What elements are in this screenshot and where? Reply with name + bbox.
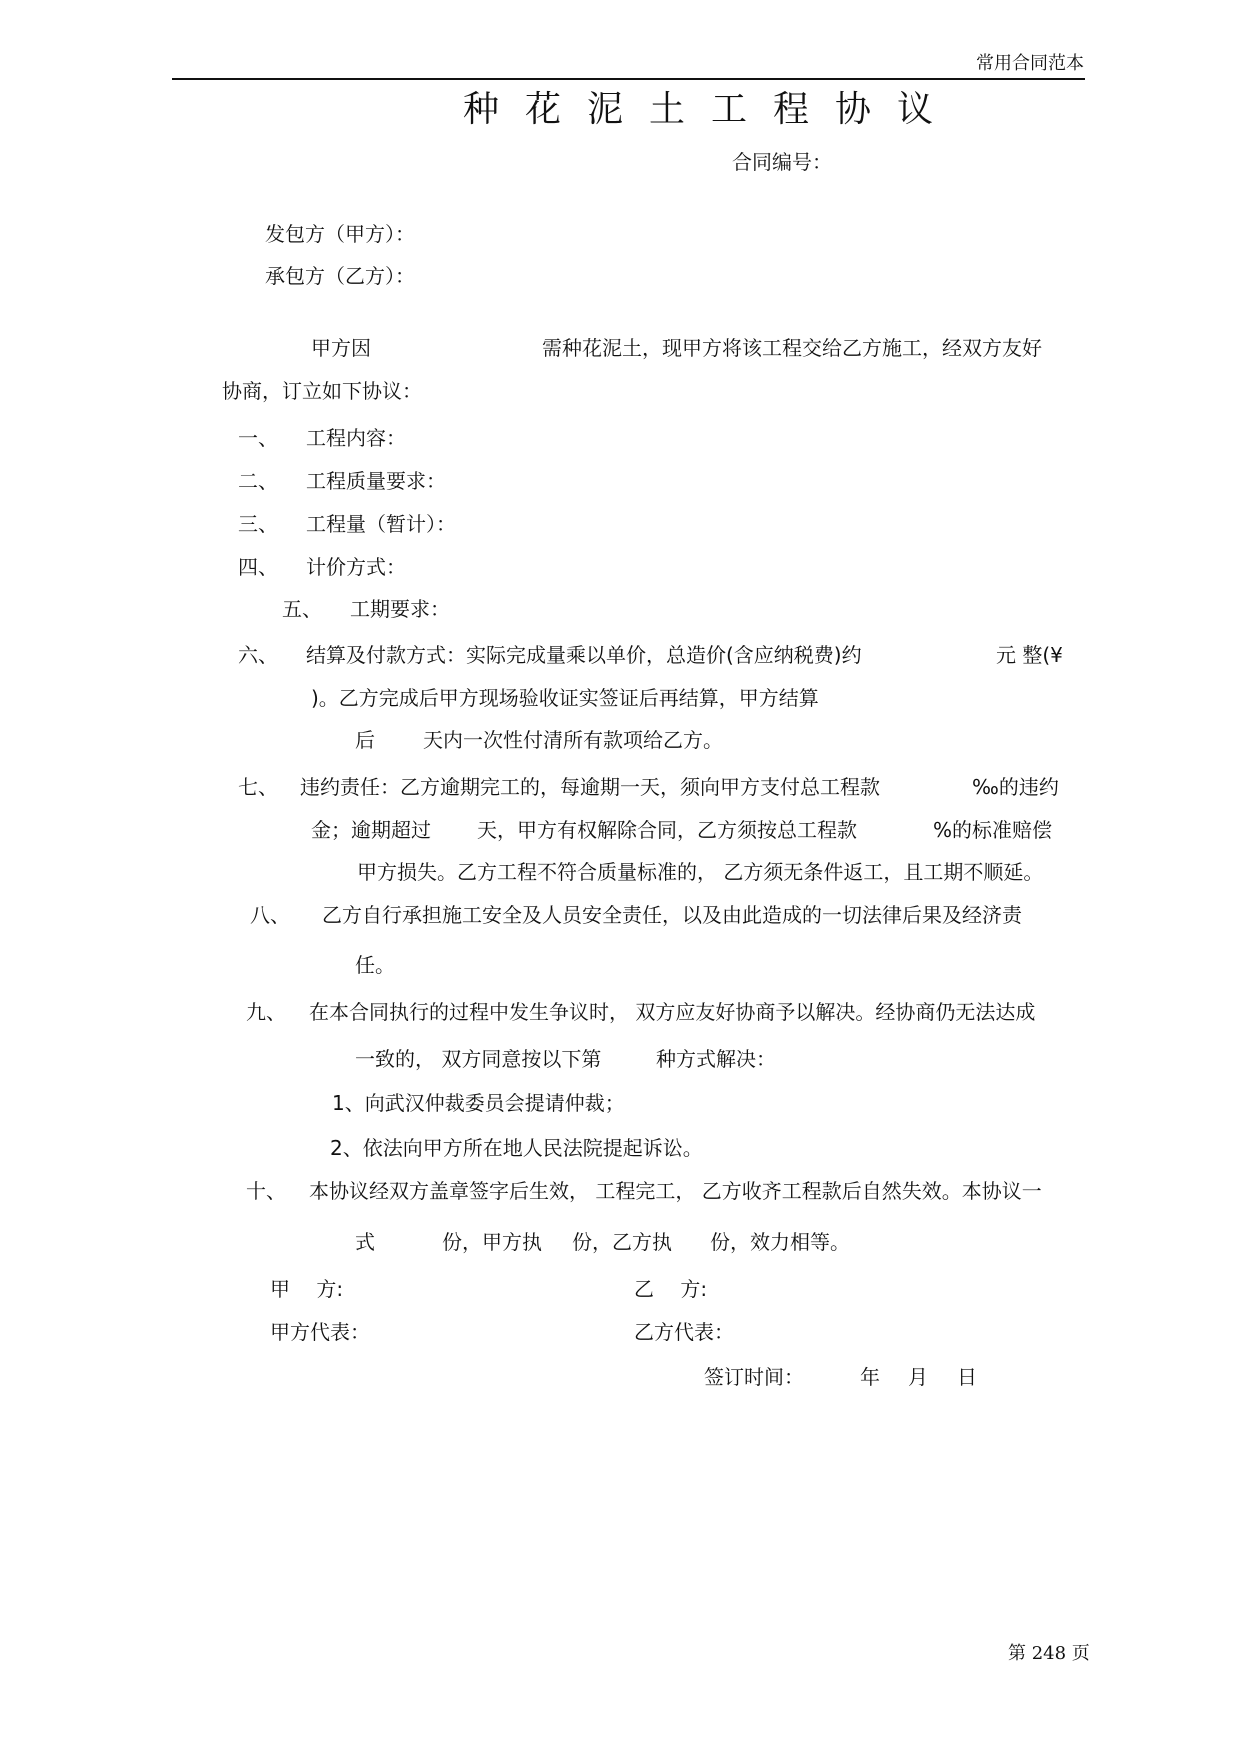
clause-7-line2-a: 金；逾期超过 xyxy=(311,818,431,842)
clause-3-text: 工程量（暂计）： xyxy=(306,512,456,536)
clause-9-option-1: 1、向武汉仲裁委员会提请仲裁； xyxy=(332,1091,625,1115)
clause-6-number: 六、 xyxy=(238,643,278,667)
contract-number-label: 合同编号： xyxy=(732,150,832,174)
clause-9-line2-b: 种方式解决： xyxy=(656,1047,776,1071)
clause-7-number: 七、 xyxy=(238,775,278,799)
signature-party-b: 乙 方: xyxy=(634,1277,708,1301)
signing-date-day: 日 xyxy=(957,1365,977,1389)
clause-3-number: 三、 xyxy=(238,512,278,536)
clause-8-number: 八、 xyxy=(250,903,290,927)
clause-6-line1-tail: 元 整(¥ xyxy=(996,643,1063,667)
doc-category-label: 常用合同范本 xyxy=(976,53,1084,74)
clause-7-line2-b: 天，甲方有权解除合同，乙方须按总工程款 xyxy=(477,818,857,842)
clause-8-line2: 任。 xyxy=(355,953,395,977)
clause-4-text: 计价方式： xyxy=(306,555,406,579)
page-number: 第 248 页 xyxy=(1008,1643,1090,1664)
clause-1-number: 一、 xyxy=(238,426,278,450)
clause-9-line2-a: 一致的， 双方同意按以下第 xyxy=(355,1047,602,1071)
clause-2-number: 二、 xyxy=(238,469,278,493)
clause-7-line1-tail: ‰的违约 xyxy=(972,775,1059,799)
intro-line1: 需种花泥土，现甲方将该工程交给乙方施工，经双方友好 xyxy=(542,336,1042,360)
intro-line2: 协商，订立如下协议： xyxy=(222,379,422,403)
clause-9-number: 九、 xyxy=(246,1000,286,1024)
clause-9-line1: 在本合同执行的过程中发生争议时， 双方应友好协商予以解决。经协商仍无法达成 xyxy=(309,1000,1036,1024)
party-b-label: 承包方（乙方）： xyxy=(265,264,415,288)
clause-4-number: 四、 xyxy=(238,555,278,579)
clause-5-number: 五、 xyxy=(282,597,322,621)
clause-10-line2-c: 份，乙方执 xyxy=(572,1230,672,1254)
intro-start: 甲方因 xyxy=(311,336,371,360)
clause-6-line3-b: 天内一次性付清所有款项给乙方。 xyxy=(423,728,723,752)
clause-10-line2-b: 份，甲方执 xyxy=(442,1230,542,1254)
clause-9-option-2: 2、依法向甲方所在地人民法院提起诉讼。 xyxy=(330,1136,703,1160)
party-a-label: 发包方（甲方）： xyxy=(265,222,415,246)
clause-5-text: 工期要求： xyxy=(350,597,450,621)
signing-date-month: 月 xyxy=(908,1365,928,1389)
signature-rep-a: 甲方代表： xyxy=(270,1320,370,1344)
clause-6-line1: 结算及付款方式：实际完成量乘以单价，总造价(含应纳税费)约 xyxy=(306,643,862,667)
clause-10-line2-a: 式 xyxy=(355,1230,375,1254)
clause-7-line3: 甲方损失。乙方工程不符合质量标准的， 乙方须无条件返工，且工期不顺延。 xyxy=(357,860,1044,884)
clause-6-line3-a: 后 xyxy=(355,728,375,752)
header-rule xyxy=(172,78,1085,80)
clause-2-text: 工程质量要求： xyxy=(306,469,446,493)
clause-10-line2-d: 份，效力相等。 xyxy=(710,1230,850,1254)
clause-8-line1: 乙方自行承担施工安全及人员安全责任，以及由此造成的一切法律后果及经济责 xyxy=(322,903,1022,927)
clause-10-number: 十、 xyxy=(246,1179,286,1203)
clause-6-line2: )。乙方完成后甲方现场验收证实签证后再结算，甲方结算 xyxy=(311,686,819,710)
signature-party-a: 甲 方: xyxy=(270,1277,344,1301)
clause-10-line1: 本协议经双方盖章签字后生效， 工程完工， 乙方收齐工程款后自然失效。本协议一 xyxy=(309,1179,1042,1203)
signing-date-year: 年 xyxy=(860,1365,880,1389)
clause-7-line2-c: %的标准赔偿 xyxy=(933,818,1053,842)
clause-1-text: 工程内容： xyxy=(306,426,406,450)
signature-rep-b: 乙方代表： xyxy=(634,1320,734,1344)
signing-date-label: 签订时间： xyxy=(704,1365,804,1389)
clause-7-line1: 违约责任：乙方逾期完工的，每逾期一天，须向甲方支付总工程款 xyxy=(300,775,880,799)
document-title: 种花泥土工程协议 xyxy=(463,89,960,130)
